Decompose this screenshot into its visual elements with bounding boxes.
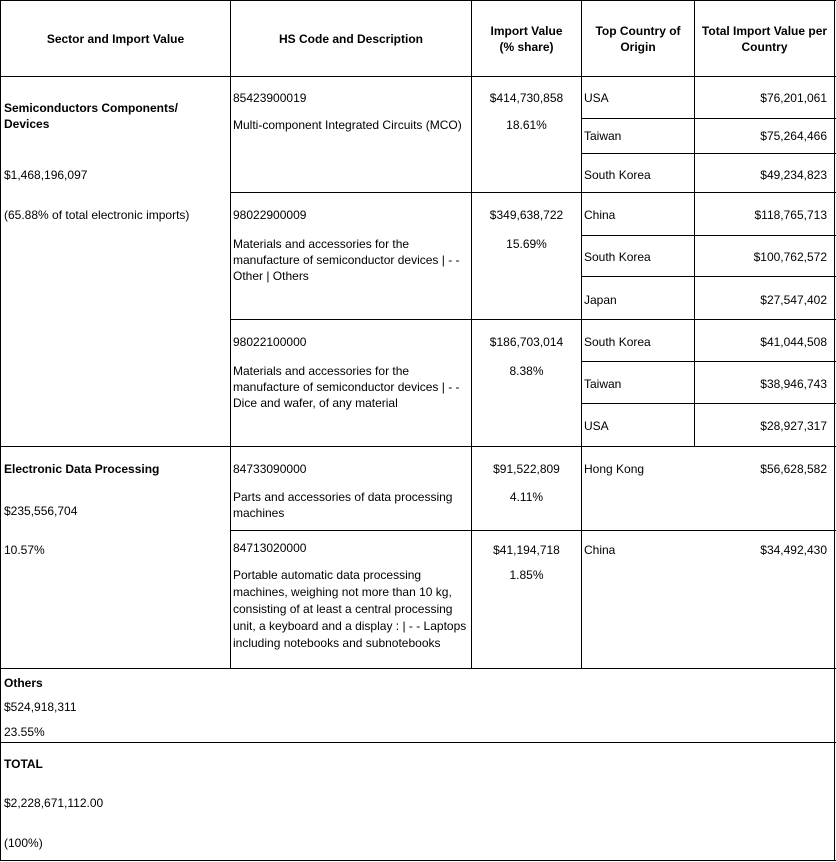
sector-edp-share: 10.57% [4, 543, 45, 557]
grid-line [0, 742, 836, 743]
grid-line [581, 403, 836, 404]
country-value: $118,765,713 [754, 208, 827, 222]
header-hs-label: HS Code and Description [278, 31, 424, 46]
grid-line [581, 0, 582, 669]
country-value: $41,044,508 [760, 335, 827, 349]
product-code: 85423900019 [233, 91, 307, 105]
grid-line [0, 668, 836, 669]
country-name: South Korea [584, 335, 651, 349]
country-value: $56,628,582 [760, 462, 827, 476]
sector-edp-value: $235,556,704 [4, 504, 78, 518]
sector-semi-name-line1: Semiconductors Components/ [4, 101, 179, 115]
header-total-line1: Total Import Value per [701, 23, 828, 38]
product-code: 84733090000 [233, 462, 307, 476]
others-value: $524,918,311 [4, 700, 77, 714]
product-code: 98022900009 [233, 208, 307, 222]
header-sector [1, 1, 230, 76]
country-name: South Korea [584, 250, 651, 264]
country-name: South Korea [584, 168, 651, 182]
header-total-per-country [695, 1, 834, 76]
country-value: $27,547,402 [760, 293, 827, 307]
country-name: Hong Kong [584, 462, 645, 476]
product-code: 98022100000 [233, 335, 307, 349]
country-value: $75,264,466 [760, 129, 827, 143]
product-share: 1.85% [509, 568, 544, 582]
sector-semi-share: (65.88% of total electronic imports) [4, 208, 190, 222]
country-name: Japan [584, 293, 617, 307]
sector-edp-name: Electronic Data Processing [4, 462, 160, 476]
others-share: 23.55% [4, 725, 45, 739]
total-share: (100%) [4, 836, 43, 850]
country-name: USA [584, 419, 609, 433]
grid-line [581, 235, 836, 236]
header-sector-label: Sector and Import Value [46, 31, 185, 46]
product-share: 4.11% [509, 490, 544, 504]
country-value: $100,762,572 [753, 250, 827, 264]
grid-line [834, 0, 835, 861]
country-value: $34,492,430 [760, 543, 827, 557]
country-value: $76,201,061 [760, 91, 827, 105]
grid-line [0, 446, 836, 447]
header-top-country [582, 1, 694, 76]
product-import-value: $414,730,858 [489, 91, 564, 105]
product-share: 8.38% [509, 364, 544, 378]
country-name: USA [584, 91, 609, 105]
total-value: $2,228,671,112.00 [4, 796, 104, 810]
product-description: Parts and accessories of data processing machines [233, 490, 453, 520]
product-description: Materials and accessories for the manufacture of semiconductor devices | - - Other | Others [233, 237, 460, 283]
grid-line [230, 192, 836, 193]
grid-line [694, 447, 695, 669]
total-name: TOTAL [4, 757, 43, 771]
grid-line [0, 0, 1, 861]
product-share: 18.61% [506, 118, 547, 132]
header-top-country-line1: Top Country of [595, 23, 681, 38]
product-import-value: $41,194,718 [493, 543, 560, 557]
product-code: 84713020000 [233, 541, 307, 555]
grid-line [0, 76, 836, 77]
header-hs-code [231, 1, 471, 76]
grid-line [230, 530, 836, 531]
grid-line [581, 153, 836, 154]
product-share: 15.69% [506, 237, 547, 251]
grid-line [581, 361, 836, 362]
country-name: Taiwan [584, 377, 622, 391]
country-value: $49,234,823 [760, 168, 827, 182]
country-name: Taiwan [584, 129, 622, 143]
product-import-value: $186,703,014 [489, 335, 564, 349]
product-description: Portable automatic data processing machines, weighing not more than 10 kg, consisting of at least a central processing unit, a keyboard and a display : | - - Laptops including notebooks and subnotebooks [233, 568, 467, 650]
product-description: Materials and accessories for the manufacture of semiconductor devices | - - Dice and wafer, of any material [233, 364, 460, 410]
grid-line [581, 276, 836, 277]
country-value: $38,946,743 [760, 377, 827, 391]
sector-semi-name-line2: Devices [4, 117, 50, 131]
header-import-value [472, 1, 581, 76]
header-import-value-line1: Import Value [490, 23, 563, 38]
others-name: Others [4, 676, 43, 690]
grid-line [230, 319, 836, 320]
grid-line [230, 0, 231, 669]
product-import-value: $349,638,722 [489, 208, 564, 222]
grid-line [0, 860, 836, 861]
grid-line [581, 118, 836, 119]
header-import-value-line2: (% share) [499, 39, 554, 54]
country-name: China [584, 543, 616, 557]
country-value: $28,927,317 [760, 419, 827, 433]
product-import-value: $91,522,809 [493, 462, 560, 476]
country-name: China [584, 208, 616, 222]
sector-semi-value: $1,468,196,097 [4, 168, 88, 182]
header-total-line2: Country [741, 39, 788, 54]
header-top-country-line2: Origin [620, 39, 656, 54]
product-description: Multi-component Integrated Circuits (MCO) [233, 118, 462, 132]
